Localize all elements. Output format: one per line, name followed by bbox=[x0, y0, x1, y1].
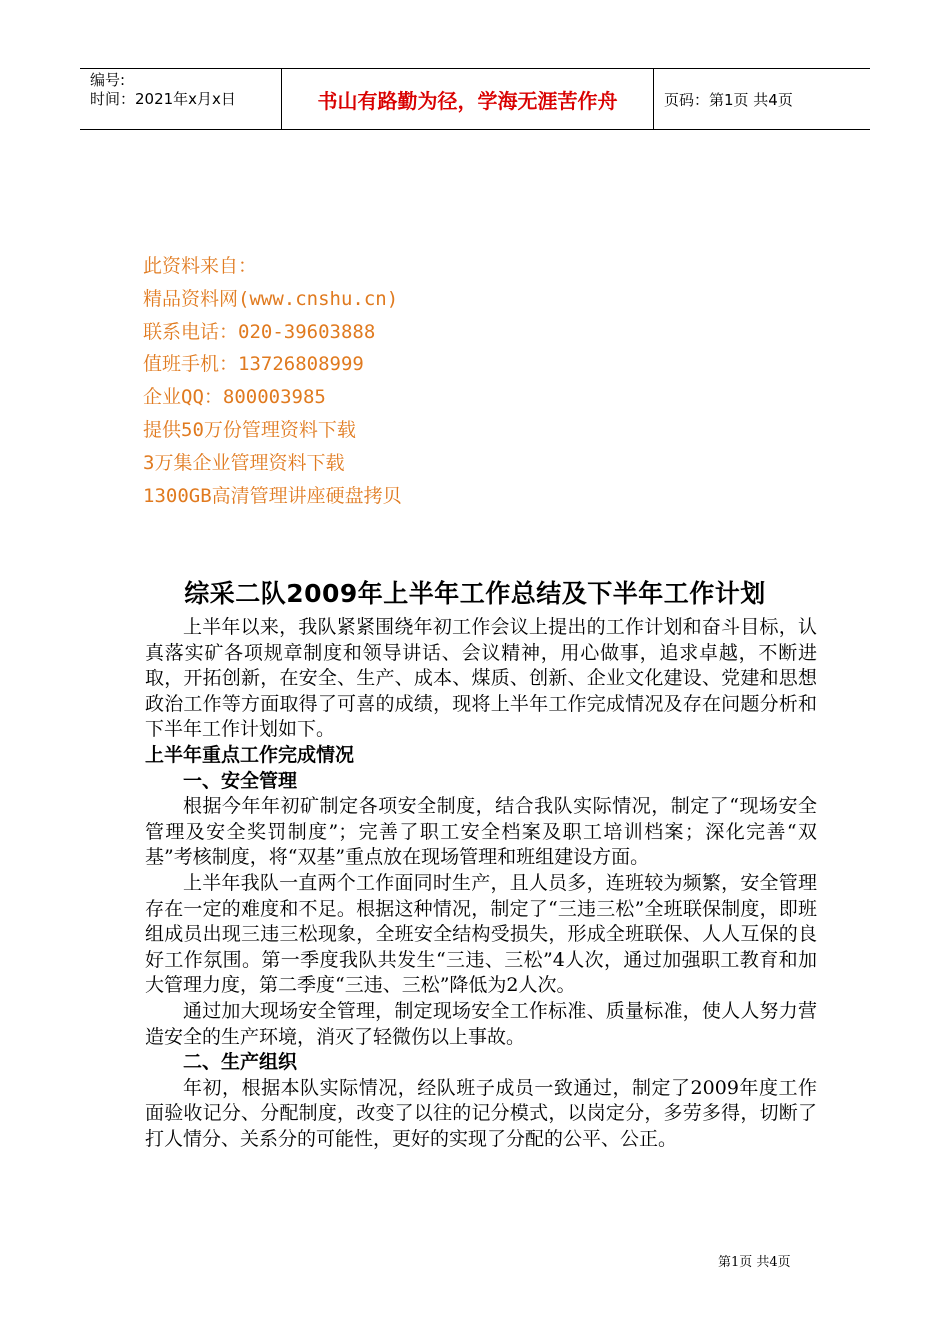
time-label: 时间：2021年x月x日 bbox=[90, 90, 236, 108]
document-header bbox=[80, 68, 870, 130]
source-info bbox=[143, 250, 402, 512]
source-line: 联系电话：020-39603888 bbox=[143, 320, 376, 343]
paragraph: 上半年我队一直两个工作面同时生产，且人员多，连班较为频繁，安全管理存在一定的难度和不足。根据这种情况，制定了“三违三松”全班联保制度，即班组成员出现三违三松现象，全班安全结构受损失，形成全班联保、人人互保的良好工作氛围。第一季度我队共发生“三违、三松”4人次，通过加强职工教育和加大管理力度，第二季度“三违、三松”降低为2人次。 bbox=[145, 871, 817, 997]
intro-paragraph: 上半年以来，我队紧紧围绕年初工作会议上提出的工作计划和奋斗目标，认真落实矿各项规章制度和领导讲话、会议精神，用心做事，追求卓越，不断进取，开拓创新，在安全、生产、成本、煤质、创新、企业文化建设、党建和思想政治工作等方面取得了可喜的成绩，现将上半年工作完成情况及存在问题分析和下半年工作计划如下。 bbox=[145, 616, 817, 741]
source-line: 3万集企业管理资料下载 bbox=[143, 451, 345, 474]
paragraph: 根据今年年初矿制定各项安全制度，结合我队实际情况，制定了“现场安全管理及安全奖罚制度”；完善了职工安全档案及职工培训档案；深化完善“双基”考核制度，将“双基”重点放在现场管理和班组建设方面。 bbox=[145, 795, 817, 869]
header-motto: 书山有路勤为径，学海无涯苦作舟 bbox=[282, 69, 654, 129]
header-meta bbox=[80, 69, 282, 129]
document-body bbox=[145, 615, 817, 1152]
source-line: 值班手机：13726808999 bbox=[143, 353, 364, 376]
document-title: 综采二队2009年上半年工作总结及下半年工作计划 bbox=[184, 579, 766, 608]
number-label: 编号: bbox=[90, 71, 126, 89]
subheading-safety: 一、安全管理 bbox=[183, 769, 298, 792]
paragraph: 通过加大现场安全管理，制定现场安全工作标准、质量标准，使人人努力营造安全的生产环境，消灭了轻微伤以上事故。 bbox=[145, 999, 817, 1048]
source-line: 企业QQ：800003985 bbox=[143, 386, 326, 409]
page-footer: 第1页 共4页 bbox=[718, 1255, 791, 1270]
header-page-code: 页码：第1页 共4页 bbox=[664, 90, 793, 109]
source-line: 提供50万份管理资料下载 bbox=[143, 418, 356, 441]
subheading-production: 二、生产组织 bbox=[183, 1051, 298, 1074]
source-line: 1300GB高清管理讲座硬盘拷贝 bbox=[143, 484, 402, 507]
source-line: 精品资料网(www.cnshu.cn) bbox=[143, 287, 399, 310]
paragraph: 年初，根据本队实际情况，经队班子成员一致通过，制定了2009年度工作面验收记分、分配制度，改变了以往的记分模式，以岗定分，多劳多得，切断了打人情分、关系分的可能性，更好的实现了分配的公平、公正。 bbox=[145, 1076, 817, 1150]
section-heading: 上半年重点工作完成情况 bbox=[145, 743, 355, 766]
source-line: 此资料来自： bbox=[143, 255, 258, 277]
